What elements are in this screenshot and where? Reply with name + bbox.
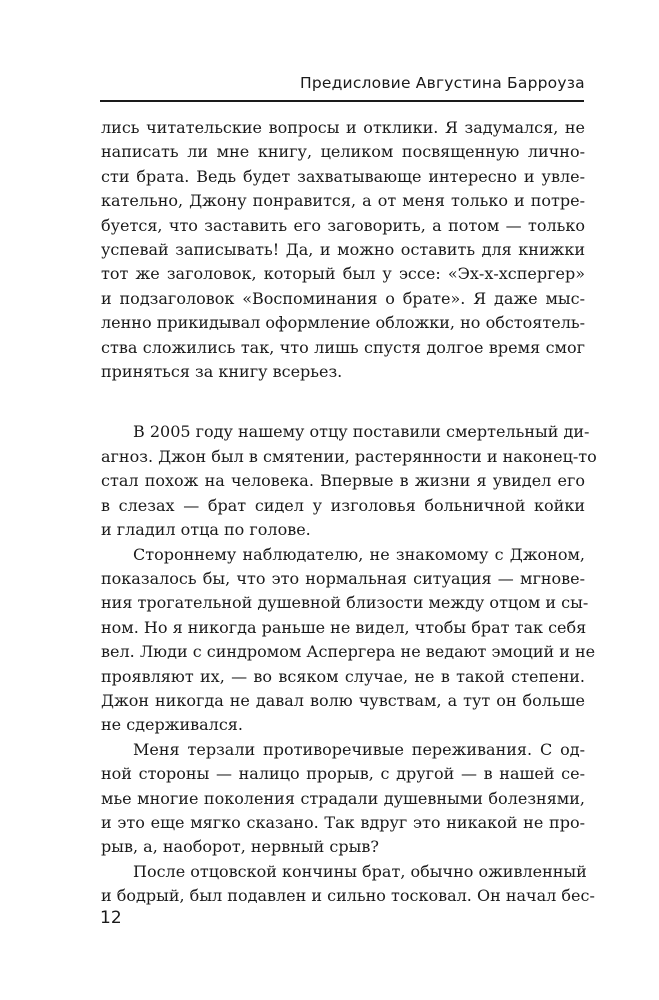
text-line: и это еще мягко сказано. Так вдруг это никакой не про-: [101, 812, 585, 832]
text-line: проявляют их, — во всяком случае, не в такой степени.: [101, 666, 585, 686]
paragraph-4: [101, 738, 585, 860]
text-line: лись читательские вопросы и отклики. Я задумался, не: [101, 118, 585, 137]
page-number: 12: [100, 908, 122, 928]
text-line: ной стороны — налицо прорыв, с другой — в нашей се-: [101, 764, 585, 784]
section-gap: [101, 384, 585, 420]
text-line: ленно прикидывал оформление обложки, но обстоятель-: [101, 313, 585, 333]
text-line: и подзаголовок «Воспоминания о брате». Я даже мыс-: [101, 288, 585, 308]
text-line: и бодрый, был подавлен и сильно тосковал. Он начал бес-: [101, 886, 595, 906]
text-line: После отцовской кончины брат, обычно оживленный: [133, 861, 587, 881]
text-line: Джон никогда не давал волю чувствам, а тут он больше: [101, 690, 585, 710]
text-line: и гладил отца по голове.: [101, 520, 311, 540]
text-line: ства сложились так, что лишь спустя долгое время смог: [101, 337, 585, 357]
text-line: стал похож на человека. Впервые в жизни я увидел его: [101, 471, 585, 491]
text-line: Стороннему наблюдателю, не знакомому с Джоном,: [133, 544, 585, 564]
paragraph-5: [101, 860, 595, 909]
text-line: сти брата. Ведь будет захватывающе интересно и увле-: [101, 166, 585, 186]
text-line: буется, что заставить его заговорить, а потом — только: [101, 215, 585, 235]
text-line: вел. Люди с синдромом Аспергера не ведают эмоций и не: [101, 642, 596, 662]
text-line: успевай записывать! Да, и можно оставить для книжки: [101, 240, 585, 260]
text-line: приняться за книгу всерьез.: [101, 362, 343, 382]
paragraph-2: [101, 420, 597, 542]
text-line: мье многие поколения страдали душевными болезнями,: [101, 788, 585, 808]
text-line: показалось бы, что это нормальная ситуация — мгнове-: [101, 568, 585, 588]
text-line: в слезах — брат сидел у изголовья больничной койки: [101, 495, 585, 515]
text-line: ния трогательной душевной близости между отцом и сы-: [101, 593, 589, 613]
text-line: агноз. Джон был в смятении, растерянности и наконец-то: [101, 446, 597, 466]
text-line: В 2005 году нашему отцу поставили смертельный ди-: [133, 422, 590, 442]
text-line: тот же заголовок, который был у эссе: «Эх-х-хспергер»: [101, 264, 585, 284]
text-line: рыв, а, наоборот, нервный срыв?: [101, 837, 379, 857]
body-text: [101, 116, 597, 909]
paragraph-1: [101, 116, 585, 384]
text-line: не сдерживался.: [101, 715, 243, 735]
text-line: написать ли мне книгу, целиком посвященную личнo-: [101, 142, 585, 162]
paragraph-3: [101, 543, 596, 738]
text-line: Меня терзали противоречивые переживания. С од-: [133, 739, 585, 759]
text-line: ном. Но я никогда раньше не видел, чтобы брат так себя: [101, 617, 587, 637]
running-header: Предисловие Августина Барроуза: [300, 74, 585, 92]
text-line: кательно, Джону понравится, а от меня только и потре-: [101, 191, 585, 211]
header-rule: [100, 100, 584, 102]
